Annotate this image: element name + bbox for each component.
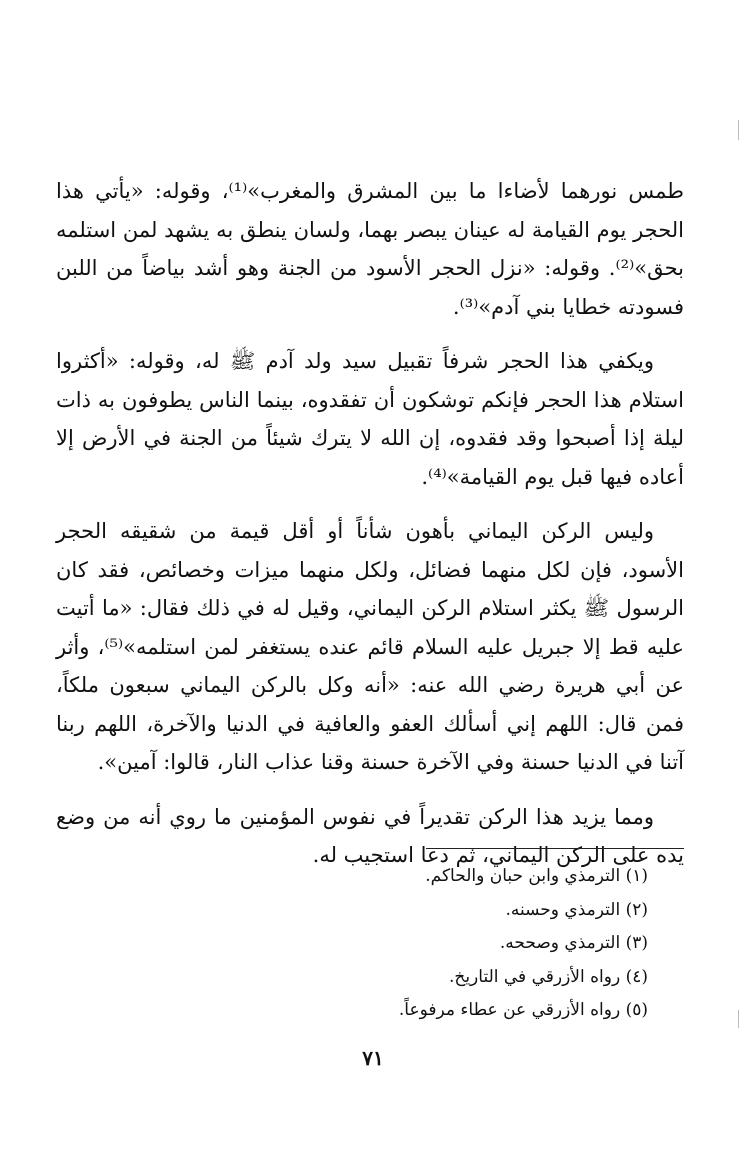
footnote-5: (٥) رواه الأزرقي عن عطاء مرفوعاً. [398,1000,648,1020]
main-text [56,172,684,891]
footnote-3: (٣) الترمذي وصححه. [499,933,648,953]
footnote-1: (١) الترمذي وابن حبان والحاكم. [425,866,648,886]
scan-edge-mark [738,120,739,140]
footnote-4: (٤) رواه الأزرقي في التاريخ. [448,966,648,987]
footnote-2: (٢) الترمذي وحسنه. [505,899,648,920]
paragraph-3: وليس الركن اليماني بأهون شأناً أو أقل قيمة من شقيقه الحجر الأسود، فإن لكل منهما فضائل، ولكل منهما ميزات وخصائص، فقد كان الرسول ﷺ يكثر استلام الركن اليماني، وقيل له في ذلك فقال: «ما أتيت عليه قط إلا جبريل عليه السلام قائم عنده يستغفر لمن استلمه»⁽⁵⁾، وأثر عن أبي هريرة رضي الله عنه: «أنه وكل بالركن اليماني سبعون ملكاً، فمن قال: اللهم إني أسألك العفو والعافية في الدنيا والآخرة، اللهم ربنا آتنا في الدنيا حسنة وفي الآخرة حسنة وقنا عذاب النار، قالوا: آمين». [56,519,684,774]
paragraph-2: ويكفي هذا الحجر شرفاً تقبيل سيد ولد آدم ﷺ له، وقوله: «أكثروا استلام هذا الحجر فإنكم توشكون أن تفقدوه، بينما الناس يطوفون به ذات ليلة إذا أصبحوا وقد فقدوه، إن الله لا يترك شيئاً من الجنة في الأرض إلا أعاده فيها قبل يوم القيامة»⁽⁴⁾. [56,349,684,489]
paragraph-1: طمس نورهما لأضاءا ما بين المشرق والمغرب»⁽¹⁾، وقوله: «يأتي هذا الحجر يوم القيامة له عينان يبصر بهما، ولسان ينطق به يشهد لمن استلمه بحق»⁽²⁾. وقوله: «نزل الحجر الأسود من الجنة وهو أشد بياضاً من اللبن فسودته خطايا بني آدم»⁽³⁾. [56,179,684,319]
paragraph-4: ومما يزيد هذا الركن تقديراً في نفوس المؤمنين ما روي أنه من وضع يده على الركن اليماني، ثم دعا استجيب له. [56,804,684,867]
footnotes-list [148,860,648,1028]
page-number: ٧١ [362,1046,384,1070]
footnote-separator [426,848,684,849]
scan-edge-mark [738,1010,739,1028]
